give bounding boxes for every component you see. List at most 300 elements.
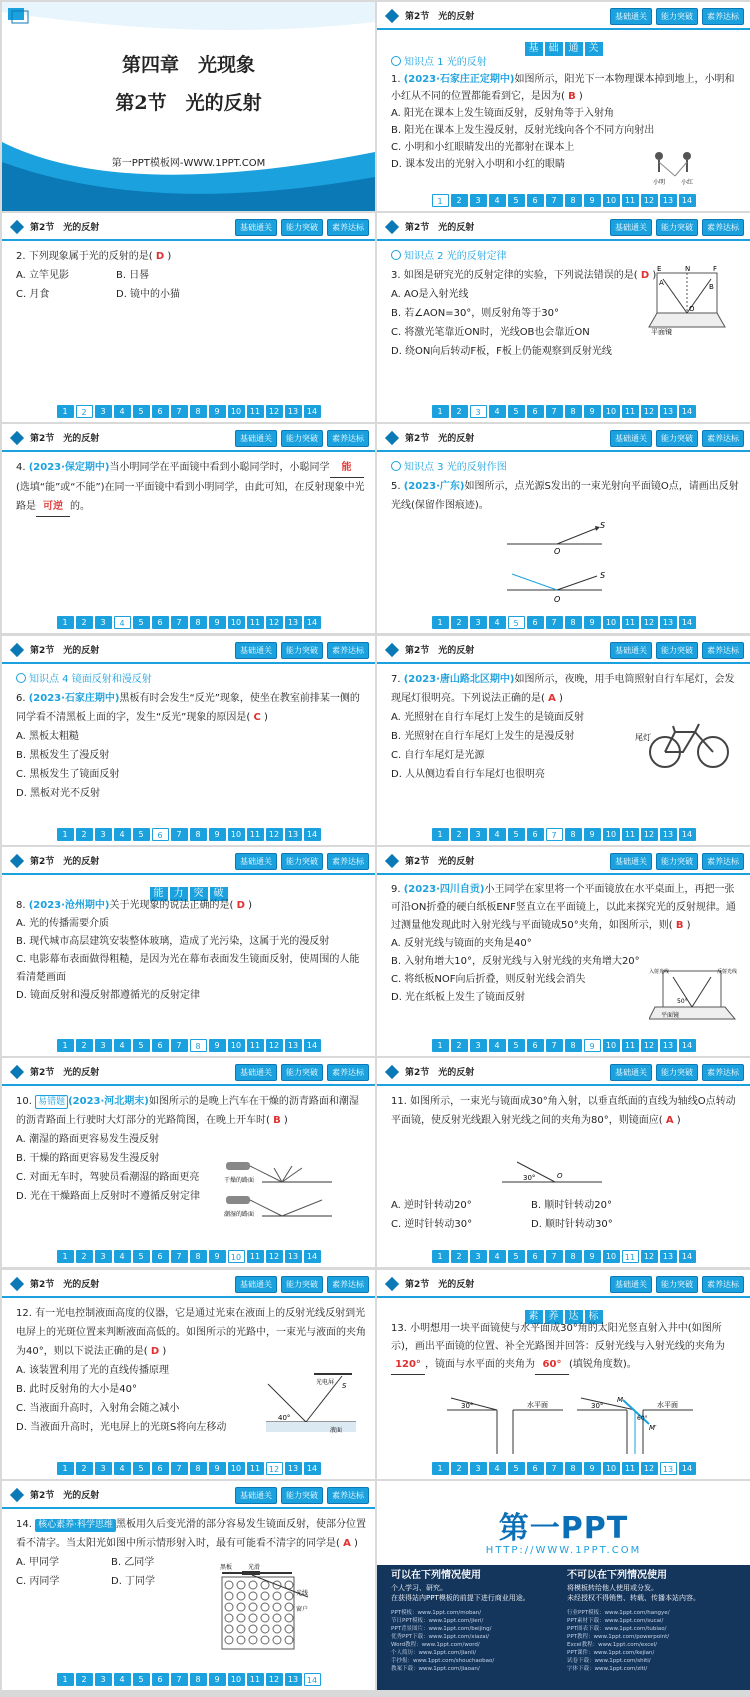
page-nav [2, 1039, 375, 1052]
literacy-button[interactable]: 素养达标 [327, 853, 369, 870]
page-button[interactable]: 3 [95, 1250, 112, 1263]
page-button[interactable]: 3 [470, 828, 487, 841]
template-link[interactable]: 字体下载：www.1ppt.com/ziti/ [567, 1666, 648, 1672]
page-button[interactable]: 1 [432, 194, 449, 207]
page-button[interactable]: 14 [679, 1462, 696, 1475]
page-button[interactable]: 12 [641, 1250, 658, 1263]
svg-text:30°: 30° [523, 1174, 536, 1182]
slide-q2[interactable] [2, 213, 375, 422]
literacy-button[interactable]: 素养达标 [327, 1487, 369, 1504]
page-button[interactable]: 9 [584, 1039, 601, 1052]
ability-button[interactable]: 能力突破 [281, 1276, 323, 1293]
basic-button[interactable]: 基础通关 [235, 1276, 277, 1293]
page-button[interactable]: 14 [304, 405, 321, 418]
page-button[interactable]: 5 [508, 616, 525, 629]
slide-q14[interactable] [2, 1481, 375, 1690]
page-button[interactable]: 7 [171, 616, 188, 629]
links-left[interactable] [391, 1609, 567, 1673]
page-button[interactable]: 7 [171, 1673, 188, 1686]
literacy-button[interactable]: 素养达标 [702, 1064, 744, 1081]
page-button[interactable]: 3 [470, 1039, 487, 1052]
page-button[interactable]: 6 [527, 1250, 544, 1263]
slide-header [2, 213, 375, 241]
page-button[interactable]: 8 [565, 1039, 582, 1052]
page-button[interactable]: 1 [57, 1462, 74, 1475]
ability-button[interactable]: 能力突破 [281, 219, 323, 236]
page-button[interactable]: 9 [584, 616, 601, 629]
page-button[interactable]: 14 [304, 1039, 321, 1052]
page-button[interactable]: 1 [432, 1039, 449, 1052]
page-button[interactable]: 11 [247, 828, 264, 841]
page-button[interactable]: 2 [451, 828, 468, 841]
ability-button[interactable]: 能力突破 [281, 430, 323, 447]
literacy-button[interactable]: 素养达标 [702, 642, 744, 659]
ability-button[interactable]: 能力突破 [656, 853, 698, 870]
page-button[interactable]: 12 [266, 1039, 283, 1052]
page-button[interactable]: 5 [508, 1250, 525, 1263]
page-button[interactable]: 5 [133, 828, 150, 841]
page-nav [377, 1250, 750, 1263]
page-button[interactable]: 10 [228, 405, 245, 418]
literacy-button[interactable]: 素养达标 [702, 8, 744, 25]
page-button[interactable]: 5 [133, 616, 150, 629]
page-button[interactable]: 3 [95, 1673, 112, 1686]
page-button[interactable]: 1 [432, 828, 449, 841]
page-button[interactable]: 8 [190, 405, 207, 418]
page-button[interactable]: 6 [152, 1673, 169, 1686]
svg-text:S: S [342, 1382, 347, 1390]
slide-q13[interactable] [377, 1270, 750, 1479]
page-button[interactable]: 4 [114, 1673, 131, 1686]
ability-button[interactable]: 能力突破 [656, 1276, 698, 1293]
page-button[interactable]: 11 [622, 1039, 639, 1052]
page-button[interactable]: 6 [527, 1039, 544, 1052]
page-button[interactable]: 14 [679, 405, 696, 418]
answer: C [253, 712, 261, 723]
page-button[interactable]: 13 [285, 405, 302, 418]
page-button[interactable]: 14 [679, 616, 696, 629]
literacy-button[interactable]: 素养达标 [327, 642, 369, 659]
page-button[interactable]: 8 [190, 1673, 207, 1686]
page-button[interactable]: 14 [679, 828, 696, 841]
page-button[interactable]: 14 [304, 828, 321, 841]
page-button[interactable]: 13 [660, 1039, 677, 1052]
literacy-button[interactable]: 素养达标 [327, 430, 369, 447]
page-button[interactable]: 14 [304, 1462, 321, 1475]
page-button[interactable]: 12 [641, 1039, 658, 1052]
page-nav [2, 1250, 375, 1263]
page-button[interactable]: 8 [190, 1462, 207, 1475]
template-link[interactable]: 节日PPT模板：www.1ppt.com/jieri/ [391, 1618, 484, 1624]
page-nav [377, 1039, 750, 1052]
page-button[interactable]: 9 [584, 828, 601, 841]
literacy-button[interactable]: 素养达标 [702, 430, 744, 447]
basic-button[interactable]: 基础通关 [235, 642, 277, 659]
page-button[interactable]: 10 [228, 1673, 245, 1686]
page-button[interactable]: 10 [228, 1250, 245, 1263]
page-button[interactable]: 12 [266, 828, 283, 841]
page-button[interactable]: 10 [603, 1039, 620, 1052]
page-button[interactable]: 13 [285, 1250, 302, 1263]
page-button[interactable]: 11 [622, 405, 639, 418]
liquid-level-figure [264, 1370, 359, 1440]
page-button[interactable]: 7 [546, 1039, 563, 1052]
slide-q1[interactable] [377, 2, 750, 211]
page-button[interactable]: 13 [285, 828, 302, 841]
page-button[interactable]: 10 [228, 616, 245, 629]
page-button[interactable]: 2 [451, 1250, 468, 1263]
page-button[interactable]: 2 [76, 1462, 93, 1475]
page-button[interactable]: 1 [432, 616, 449, 629]
page-button[interactable]: 8 [190, 1039, 207, 1052]
basic-button[interactable]: 基础通关 [235, 430, 277, 447]
page-button[interactable]: 2 [451, 1039, 468, 1052]
page-button[interactable]: 3 [470, 1462, 487, 1475]
slide-q10[interactable] [2, 1058, 375, 1267]
page-button[interactable]: 9 [209, 616, 226, 629]
page-button[interactable]: 6 [527, 616, 544, 629]
svg-text:30°: 30° [461, 1402, 474, 1410]
page-button[interactable]: 7 [171, 1462, 188, 1475]
page-button[interactable]: 12 [641, 1462, 658, 1475]
page-button[interactable]: 13 [660, 616, 677, 629]
page-button[interactable]: 6 [152, 1039, 169, 1052]
page-button[interactable]: 8 [190, 1250, 207, 1263]
page-button[interactable]: 2 [76, 405, 93, 418]
slide-q4[interactable] [2, 424, 375, 633]
title-slide[interactable] [2, 2, 375, 211]
template-link[interactable]: 手抄报：www.1ppt.com/shouchaobao/ [391, 1658, 495, 1664]
page-button[interactable]: 13 [660, 1250, 677, 1263]
page-button[interactable]: 1 [432, 405, 449, 418]
page-button[interactable]: 3 [95, 1039, 112, 1052]
page-button[interactable]: 1 [432, 1250, 449, 1263]
page-button[interactable]: 5 [508, 1462, 525, 1475]
seat [237, 1603, 245, 1611]
page-button[interactable]: 3 [95, 405, 112, 418]
page-button[interactable]: 10 [603, 1250, 620, 1263]
page-button[interactable]: 4 [114, 1462, 131, 1475]
page-button[interactable]: 4 [489, 828, 506, 841]
basic-button[interactable]: 基础通关 [610, 1276, 652, 1293]
ability-button[interactable]: 能力突破 [656, 8, 698, 25]
ability-button[interactable]: 能力突破 [656, 642, 698, 659]
page-button[interactable]: 1 [57, 1250, 74, 1263]
page-button[interactable]: 2 [76, 616, 93, 629]
page-button[interactable]: 2 [451, 1462, 468, 1475]
page-button[interactable]: 6 [152, 1250, 169, 1263]
brand-url[interactable]: HTTP://WWW.1PPT.COM [485, 1545, 642, 1556]
page-button[interactable]: 9 [584, 194, 601, 207]
page-button[interactable]: 9 [209, 405, 226, 418]
ability-button[interactable]: 能力突破 [656, 1064, 698, 1081]
end-slide[interactable] [377, 1481, 750, 1690]
page-button[interactable]: 13 [285, 1462, 302, 1475]
page-button[interactable]: 11 [247, 1673, 264, 1686]
page-button[interactable]: 5 [508, 405, 525, 418]
template-link[interactable]: 行业PPT模板：www.1ppt.com/hangye/ [567, 1610, 670, 1616]
literacy-button[interactable]: 素养达标 [327, 1276, 369, 1293]
page-button[interactable]: 6 [152, 828, 169, 841]
page-button[interactable]: 14 [304, 1250, 321, 1263]
page-button[interactable]: 12 [266, 405, 283, 418]
question-body: 10. 易错题 (2023·河北期末)如图所示的是晚上汽车在干燥的沥青路面和潮湿的沥青路面上行驶时大灯部分的光路简图，在晚上开车时( B ) A. 潮湿的路面更容易发生漫反射 B. 干燥的路面更容易发生漫反射 C. 对面无车时，驾驶员看潮湿的路面更亮 D. 光在干燥路面上反射时不遵循反射定律 [16, 1096, 359, 1202]
page-button[interactable]: 2 [76, 1250, 93, 1263]
page-button[interactable]: 3 [470, 405, 487, 418]
page-button[interactable]: 8 [565, 1250, 582, 1263]
page-button[interactable]: 9 [209, 1673, 226, 1686]
page-button[interactable]: 6 [527, 194, 544, 207]
template-link[interactable]: Word教程：www.1ppt.com/word/ [391, 1642, 480, 1648]
page-button[interactable]: 10 [603, 1462, 620, 1475]
page-button[interactable]: 13 [660, 828, 677, 841]
section-label: 第2节 光的反射 [30, 434, 100, 444]
slide-q5[interactable] [377, 424, 750, 633]
ability-button[interactable]: 能力突破 [656, 430, 698, 447]
page-button[interactable]: 1 [57, 616, 74, 629]
template-link[interactable]: 教案下载：www.1ppt.com/jiaoan/ [391, 1666, 480, 1672]
page-button[interactable]: 2 [451, 616, 468, 629]
svg-text:30°: 30° [591, 1402, 604, 1410]
page-button[interactable]: 12 [641, 194, 658, 207]
page-button[interactable]: 11 [247, 1250, 264, 1263]
svg-text:平面镜: 平面镜 [651, 328, 672, 335]
page-button[interactable]: 11 [622, 194, 639, 207]
page-button[interactable]: 12 [641, 616, 658, 629]
page-button[interactable]: 5 [508, 1039, 525, 1052]
page-button[interactable]: 5 [133, 405, 150, 418]
ability-button[interactable]: 能力突破 [281, 1487, 323, 1504]
page-button[interactable]: 3 [95, 828, 112, 841]
seat [225, 1636, 233, 1644]
page-button[interactable]: 6 [152, 1462, 169, 1475]
page-button[interactable]: 7 [546, 1462, 563, 1475]
page-button[interactable]: 7 [546, 405, 563, 418]
page-button[interactable]: 6 [152, 405, 169, 418]
slide-header [377, 1058, 750, 1086]
template-link[interactable]: 优秀PPT下载：www.1ppt.com/xiazai/ [391, 1634, 490, 1640]
template-link[interactable]: PPT模板：www.1ppt.com/moban/ [391, 1610, 482, 1616]
page-button[interactable]: 2 [76, 1039, 93, 1052]
template-link[interactable]: 试卷下载：www.1ppt.com/shiti/ [567, 1658, 651, 1664]
basic-button[interactable]: 基础通关 [610, 430, 652, 447]
page-button[interactable]: 10 [228, 828, 245, 841]
page-button[interactable]: 2 [451, 194, 468, 207]
page-button[interactable]: 11 [622, 1462, 639, 1475]
page-button[interactable]: 3 [470, 194, 487, 207]
slide-q12[interactable] [2, 1270, 375, 1479]
links-right[interactable] [567, 1609, 743, 1673]
page-button[interactable]: 10 [603, 194, 620, 207]
page-button[interactable]: 10 [603, 828, 620, 841]
page-button[interactable]: 6 [152, 616, 169, 629]
page-button[interactable]: 5 [508, 828, 525, 841]
page-button[interactable]: 11 [247, 616, 264, 629]
page-button[interactable]: 7 [546, 828, 563, 841]
ability-button[interactable]: 能力突破 [281, 853, 323, 870]
page-button[interactable]: 12 [266, 616, 283, 629]
ability-button[interactable]: 能力突破 [656, 219, 698, 236]
page-button[interactable]: 10 [228, 1462, 245, 1475]
page-button[interactable]: 11 [622, 828, 639, 841]
page-button[interactable]: 4 [489, 1250, 506, 1263]
page-button[interactable]: 2 [76, 1673, 93, 1686]
page-button[interactable]: 11 [247, 405, 264, 418]
page-button[interactable]: 4 [489, 1462, 506, 1475]
basic-button[interactable]: 基础通关 [610, 219, 652, 236]
answer-blank-1: 120° [391, 1356, 425, 1375]
page-button[interactable]: 3 [95, 616, 112, 629]
page-button[interactable]: 10 [228, 1039, 245, 1052]
page-button[interactable]: 9 [209, 1462, 226, 1475]
basic-button[interactable]: 基础通关 [610, 853, 652, 870]
literacy-button[interactable]: 素养达标 [702, 853, 744, 870]
page-button[interactable]: 4 [489, 616, 506, 629]
page-button[interactable]: 4 [114, 616, 131, 629]
template-link[interactable]: Excel教程：www.1ppt.com/excel/ [567, 1642, 658, 1648]
page-button[interactable]: 4 [114, 828, 131, 841]
page-nav [377, 828, 750, 841]
basic-button[interactable]: 基础通关 [235, 853, 277, 870]
page-button[interactable]: 8 [565, 405, 582, 418]
template-link[interactable]: PPT教程：www.1ppt.com/powerpoint/ [567, 1634, 670, 1640]
page-button[interactable]: 5 [133, 1039, 150, 1052]
page-button[interactable]: 4 [114, 405, 131, 418]
page-button[interactable]: 7 [171, 1039, 188, 1052]
template-link[interactable]: PPT课件：www.1ppt.com/kejian/ [567, 1650, 655, 1656]
literacy-button[interactable]: 素养达标 [702, 1276, 744, 1293]
slide-q3[interactable] [377, 213, 750, 422]
page-button[interactable]: 4 [114, 1039, 131, 1052]
template-link[interactable]: PPT素材下载：www.1ppt.com/sucai/ [567, 1618, 664, 1624]
page-button[interactable]: 12 [266, 1462, 283, 1475]
diamond-icon [385, 431, 399, 445]
basic-button[interactable]: 基础通关 [610, 8, 652, 25]
basic-button[interactable]: 基础通关 [235, 1487, 277, 1504]
page-button[interactable]: 8 [190, 616, 207, 629]
page-button[interactable]: 7 [171, 828, 188, 841]
page-button[interactable]: 11 [247, 1039, 264, 1052]
ability-button[interactable]: 能力突破 [281, 642, 323, 659]
page-button[interactable]: 6 [527, 405, 544, 418]
page-button[interactable]: 13 [285, 616, 302, 629]
page-button[interactable]: 6 [527, 828, 544, 841]
page-button[interactable]: 14 [679, 1250, 696, 1263]
page-button[interactable]: 13 [660, 405, 677, 418]
page-button[interactable]: 8 [190, 828, 207, 841]
section-label: 第2节 光的反射 [30, 646, 100, 656]
page-button[interactable]: 9 [584, 405, 601, 418]
page-button[interactable]: 6 [527, 1462, 544, 1475]
page-button[interactable]: 9 [209, 1250, 226, 1263]
page-button[interactable]: 10 [603, 405, 620, 418]
page-button[interactable]: 14 [304, 1673, 321, 1686]
page-button[interactable]: 11 [622, 616, 639, 629]
slide-header [377, 1270, 750, 1298]
page-button[interactable]: 1 [57, 1039, 74, 1052]
basic-button[interactable]: 基础通关 [610, 1064, 652, 1081]
page-button[interactable]: 7 [171, 405, 188, 418]
page-button[interactable]: 13 [285, 1039, 302, 1052]
page-button[interactable]: 7 [546, 194, 563, 207]
page-button[interactable]: 13 [660, 1462, 677, 1475]
page-button[interactable]: 2 [451, 405, 468, 418]
page-button[interactable]: 1 [57, 405, 74, 418]
page-button[interactable]: 12 [266, 1673, 283, 1686]
page-button[interactable]: 4 [114, 1250, 131, 1263]
page-button[interactable]: 13 [660, 194, 677, 207]
page-button[interactable]: 3 [470, 1250, 487, 1263]
page-button[interactable]: 9 [209, 828, 226, 841]
ability-button[interactable]: 能力突破 [281, 1064, 323, 1081]
page-button[interactable]: 3 [470, 616, 487, 629]
page-button[interactable]: 4 [489, 194, 506, 207]
page-button[interactable]: 1 [57, 828, 74, 841]
literacy-button[interactable]: 素养达标 [702, 219, 744, 236]
seat [249, 1636, 257, 1644]
page-button[interactable]: 14 [304, 616, 321, 629]
page-button[interactable]: 9 [584, 1462, 601, 1475]
page-button[interactable]: 12 [641, 405, 658, 418]
page-button[interactable]: 7 [171, 1250, 188, 1263]
slide-q9[interactable] [377, 847, 750, 1056]
page-button[interactable]: 10 [603, 616, 620, 629]
page-button[interactable]: 4 [489, 405, 506, 418]
page-button[interactable]: 1 [57, 1673, 74, 1686]
page-button[interactable]: 14 [679, 194, 696, 207]
page-button[interactable]: 2 [76, 828, 93, 841]
page-button[interactable]: 8 [565, 194, 582, 207]
template-link[interactable]: PPT图表下载：www.1ppt.com/tubiao/ [567, 1626, 667, 1632]
page-button[interactable]: 9 [584, 1250, 601, 1263]
page-button[interactable]: 11 [247, 1462, 264, 1475]
page-button[interactable]: 3 [95, 1462, 112, 1475]
page-button[interactable]: 5 [133, 1673, 150, 1686]
basic-button[interactable]: 基础通关 [235, 219, 277, 236]
page-button[interactable]: 12 [266, 1250, 283, 1263]
slide-q8[interactable] [2, 847, 375, 1056]
section-label: 第2节 光的反射 [405, 12, 475, 22]
page-button[interactable]: 5 [133, 1462, 150, 1475]
literacy-button[interactable]: 素养达标 [327, 219, 369, 236]
answer: B [675, 920, 684, 931]
slide-q7[interactable] [377, 636, 750, 845]
page-button[interactable]: 7 [546, 1250, 563, 1263]
page-button[interactable]: 8 [565, 828, 582, 841]
page-button[interactable]: 1 [432, 1462, 449, 1475]
basic-button[interactable]: 基础通关 [235, 1064, 277, 1081]
template-link[interactable]: PPT背景图片：www.1ppt.com/beijing/ [391, 1626, 492, 1632]
basic-button[interactable]: 基础通关 [610, 642, 652, 659]
slide-q6[interactable] [2, 636, 375, 845]
page-button[interactable]: 8 [565, 1462, 582, 1475]
slide-q11[interactable] [377, 1058, 750, 1267]
page-nav [2, 1462, 375, 1475]
template-link[interactable]: 个人简历：www.1ppt.com/jianli/ [391, 1650, 477, 1656]
page-button[interactable]: 12 [641, 828, 658, 841]
page-button[interactable]: 9 [209, 1039, 226, 1052]
page-button[interactable]: 11 [622, 1250, 639, 1263]
page-button[interactable]: 5 [133, 1250, 150, 1263]
page-button[interactable]: 5 [508, 194, 525, 207]
page-button[interactable]: 4 [489, 1039, 506, 1052]
page-nav [377, 405, 750, 418]
page-button[interactable]: 13 [285, 1673, 302, 1686]
page-button[interactable]: 7 [546, 616, 563, 629]
literacy-button[interactable]: 素养达标 [327, 1064, 369, 1081]
page-button[interactable]: 14 [679, 1039, 696, 1052]
page-button[interactable]: 8 [565, 616, 582, 629]
